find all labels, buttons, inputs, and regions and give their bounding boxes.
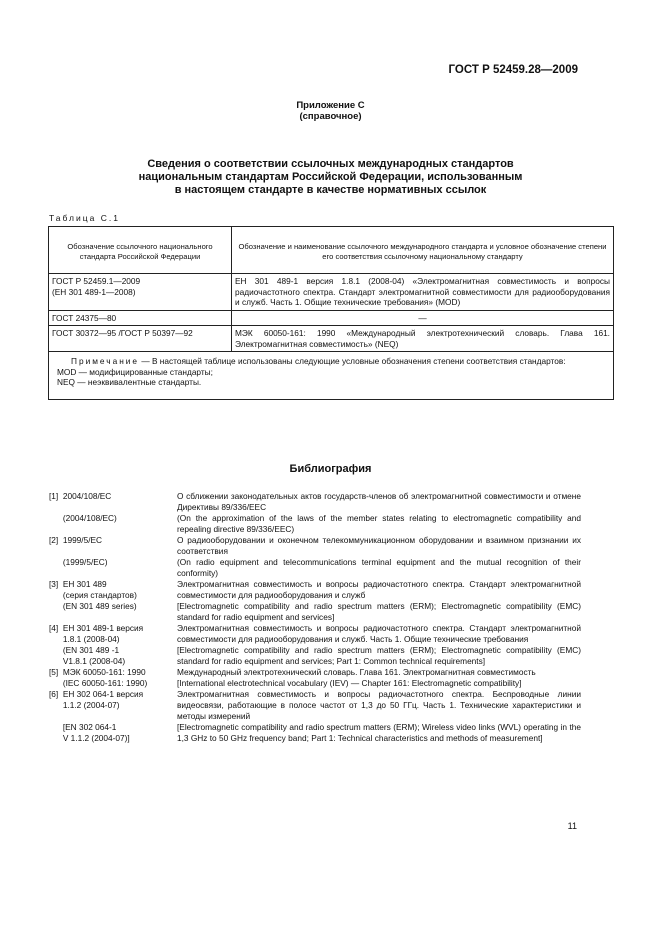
bibliography-entry (49, 722, 581, 744)
entry-ref: [1] 2004/108/ЕС (49, 491, 112, 501)
bibliography-entry (49, 623, 581, 645)
cell-national (49, 326, 232, 352)
entry-ref: [6] ЕН 302 064-1 версия 1.1.2 (2004-07) (49, 689, 144, 710)
entry-ref: (IEC 60050-161: 1990) (49, 678, 148, 688)
bibliography-entry (49, 689, 581, 722)
table-note-row (49, 352, 614, 400)
entry-text: [International electrotechnical vocabulary (IEV) — Chapter 161: Electromagnetic compatibility] (177, 678, 522, 688)
cell-international: — (232, 310, 614, 326)
appendix-subtitle: (справочное) (299, 111, 362, 122)
national-line: ГОСТ 30372—95 /ГОСТ Р 50397—92 (52, 328, 193, 338)
note-text: — В настоящей таблице использованы следующие условные обозначения степени соответствия стандартов: (139, 356, 566, 366)
cell-international: ЕН 301 489-1 версия 1.8.1 (2008-04) «Электромагнитная совместимость и вопросы радиочастотного спектра. Стандарт электромагнитной совместимости для радиооборудования и служб. Часть 1. Общие технические требования» (MOD) (232, 274, 614, 311)
entry-text: О сближении законодательных актов государств-членов об электромагнитной совместимости и отмене Директивы 89/336/ЕЕС (177, 491, 581, 512)
table-row (49, 274, 614, 311)
table-row (49, 326, 614, 352)
national-line: ГОСТ Р 52459.1—2009 (52, 276, 141, 286)
entry-ref: [3] ЕН 301 489 (серия стандартов) (49, 579, 137, 600)
table-row (49, 310, 614, 326)
note-item: NEQ — неэквивалентные стандарты. (57, 377, 202, 387)
page-number: 11 (567, 821, 577, 831)
entry-ref: (EN 301 489 series) (49, 601, 137, 611)
entry-ref: [4] ЕН 301 489-1 версия 1.8.1 (2008-04) (49, 623, 144, 644)
section-title-line: национальным стандартам Российской Федерации, использованным (138, 171, 523, 183)
entry-text: [Electromagnetic compatibility and radio spectrum matters (ERM); Wireless video links (WVL) operating in the 1,3 GHz to 50 GHz frequency band; Part 1: Technical characteristics and methods of measurement] (177, 722, 581, 743)
entry-ref: (EN 301 489 -1 V1.8.1 (2008-04) (62, 645, 126, 666)
bibliography-title: Библиография (289, 463, 372, 475)
bibliography-list (49, 491, 581, 744)
entry-text: О радиооборудовании и оконечном телекоммуникационном оборудовании и взаимном признании их соответствия (177, 535, 581, 556)
bibliography-entry (49, 557, 581, 579)
bibliography-entry (49, 535, 581, 557)
entry-text: (On radio equipment and telecommunications terminal equipment and the mutual recognition of their conformity) (177, 557, 581, 578)
standards-table (48, 226, 614, 400)
header-national: Обозначение ссылочного национального стандарта Российской Федерации (49, 227, 232, 274)
section-title-line: в настоящем стандарте в качестве нормативных ссылок (174, 184, 487, 196)
bibliography-entry (49, 491, 581, 513)
header-international: Обозначение и наименование ссылочного международного стандарта и условное обозначение степени его соответствия ссылочному национальному стандарту (232, 227, 614, 274)
appendix-heading (0, 100, 661, 122)
entry-ref: (1999/5/ЕС) (49, 557, 108, 567)
section-title (0, 158, 661, 197)
national-line: ГОСТ 24375—80 (52, 312, 117, 323)
bibliography-entry (49, 667, 581, 678)
bibliography-entry (49, 678, 581, 689)
entry-ref: [5] МЭК 60050-161: 1990 (49, 667, 146, 677)
entry-ref: [EN 302 064-1 V 1.1.2 (2004-07)] (62, 722, 130, 743)
entry-text: Электромагнитная совместимость и вопросы радиочастотного спектра. Стандарт электромагнитной совместимости для радиооборудования и служб. Часть 1. Общие технические требования (177, 623, 581, 644)
table-caption: Таблица С.1 (49, 213, 120, 223)
bibliography-entry (49, 513, 581, 535)
document-code: ГОСТ Р 52459.28—2009 (448, 64, 578, 76)
bibliography-entry (49, 645, 581, 667)
cell-national (49, 310, 232, 326)
entry-ref: (2004/108/ЕС) (49, 513, 117, 523)
cell-national (49, 274, 232, 311)
entry-ref: [2] 1999/5/ЕС (49, 535, 103, 545)
entry-text: Международный электротехнический словарь. Глава 161. Электромагнитная совместимость (177, 667, 536, 677)
national-line: (ЕН 301 489-1—2008) (52, 286, 136, 297)
note-label: Примечание (71, 356, 140, 366)
entry-text: [Electromagnetic compatibility and radio spectrum matters (ERM); Electromagnetic compatibility (EMC) standard for radio equipment and services] (177, 601, 581, 622)
table-note (49, 352, 614, 400)
appendix-title: Приложение С (296, 100, 365, 111)
note-item: MOD — модифицированные стандарты; (57, 366, 213, 377)
cell-international: МЭК 60050-161: 1990 «Международный электротехнический словарь. Глава 161. Электромагнитная совместимость» (NEQ) (232, 326, 614, 352)
bibliography-entry (49, 601, 581, 623)
entry-text: Электромагнитная совместимость и вопросы радиочастотного спектра. Беспроводные линии видеосвязи, работающие в полосе частот от 1,3 до 50 ГГц. Часть 1. Технические характеристики и методы измерений (177, 689, 581, 721)
table-header-row (49, 227, 614, 274)
section-title-line: Сведения о соответствии ссылочных международных стандартов (147, 158, 514, 170)
entry-text: [Electromagnetic compatibility and radio spectrum matters (ERM); Electromagnetic compatibility (EMC) standard for radio equipment and services; Part 1: Common technical requirements] (177, 645, 581, 666)
entry-text: (On the approximation of the laws of the member states relating to electromagnetic compatibility and repealing directive 89/336/EEC) (177, 513, 581, 534)
bibliography-entry (49, 579, 581, 601)
entry-text: Электромагнитная совместимость и вопросы радиочастотного спектра. Стандарт электромагнитной совместимости для радиооборудования и служб (177, 579, 581, 600)
